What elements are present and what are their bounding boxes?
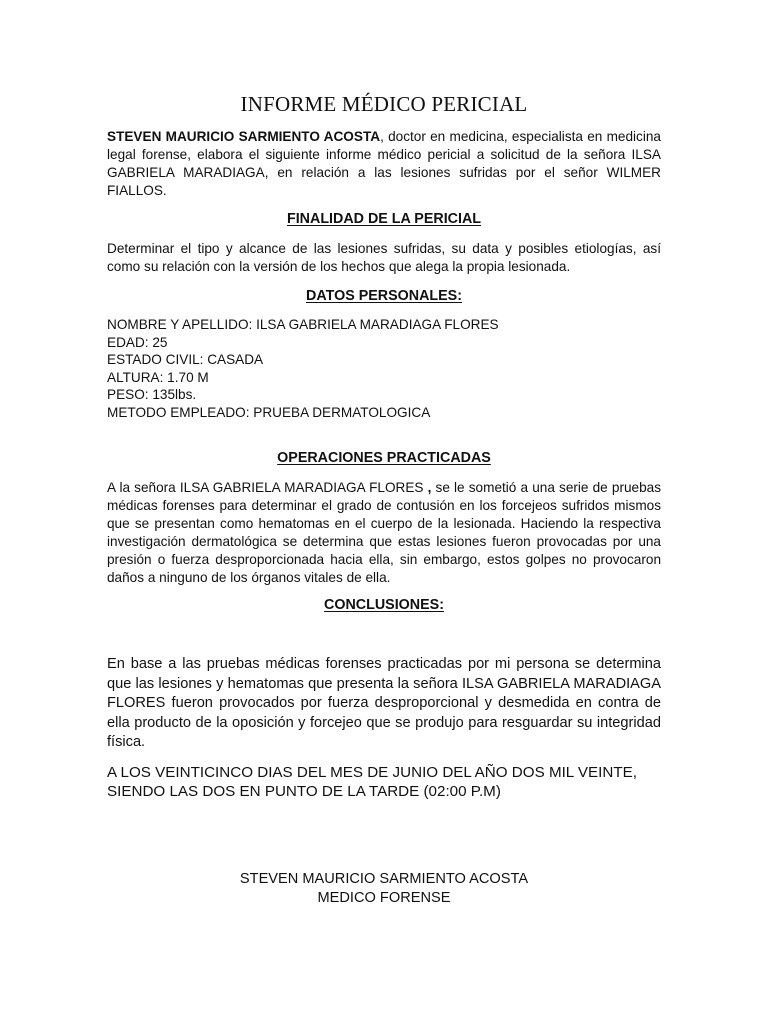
list-item-weight: PESO: 135lbs. <box>107 387 197 403</box>
finalidad-heading: FINALIDAD DE LA PERICIAL <box>286 211 482 227</box>
operaciones-paragraph <box>107 479 661 587</box>
finalidad-paragraph: Determinar el tipo y alcance de las lesiones sufridas, su data y posibles etiologías, así como su relación con la versión de los hechos que alega la propia lesionada. <box>107 241 661 274</box>
list-item-civil-status: ESTADO CIVIL: CASADA <box>107 352 264 368</box>
operaciones-text-start: A la señora ILSA GABRIELA MARADIAGA FLORES <box>107 480 428 495</box>
closing-date-statement: A LOS VEINTICINCO DIAS DEL MES DE JUNIO DEL AÑO DOS MIL VEINTE, SIENDO LAS DOS EN PUNTO DE LA TARDE (02:00 P.M) <box>107 764 637 800</box>
personal-data-list <box>107 316 661 422</box>
list-item-method: METODO EMPLEADO: PRUEBA DERMATOLOGICA <box>107 404 431 420</box>
intro-paragraph <box>107 128 661 200</box>
signature-role: MEDICO FORENSE <box>317 890 451 906</box>
conclusiones-heading: CONCLUSIONES: <box>324 597 444 613</box>
list-item-age: EDAD: 25 <box>107 334 168 350</box>
datos-personales-heading: DATOS PERSONALES: <box>306 288 462 304</box>
list-item-height: ALTURA: 1.70 M <box>107 369 209 385</box>
document-title: INFORME MÉDICO PERICIAL <box>240 92 528 116</box>
author-name: STEVEN MAURICIO SARMIENTO ACOSTA <box>107 129 381 144</box>
conclusiones-paragraph: En base a las pruebas médicas forenses practicadas por mi persona se determina que las lesiones y hematomas que presenta la señora ILSA GABRIELA MARADIAGA FLORES fueron provocados por fuerza desproporcional y desmedida en contra de ella producto de la oposición y forcejeo que se produjo para resguardar su integridad física. <box>107 656 661 750</box>
operaciones-text-end: se le sometió a una serie de pruebas médicas forenses para determinar el grado de contusión en los forcejeos sufridos mismos que se presentan como hematomas en el cuerpo de la lesionada. Haciendo la respectiva investigación dermatológica se determina que estas lesiones fueron provocadas por una presión o fuerza desproporcionada hacia ella, sin embargo, estos golpes no provocaron daños a ninguno de los órganos vitales de ella. <box>107 480 662 585</box>
intro-text: , doctor en medicina, especialista en medicina legal forense, elabora el siguiente informe médico pericial a solicitud de la señora ILSA GABRIELA MARADIAGA, en relación a las lesiones sufridas por el señor WILMER FIALLOS. <box>107 129 661 198</box>
list-item-name: NOMBRE Y APELLIDO: ILSA GABRIELA MARADIAGA FLORES <box>107 317 499 332</box>
signature-block <box>107 870 661 908</box>
operaciones-bold-comma: , <box>427 480 432 495</box>
signature-name: STEVEN MAURICIO SARMIENTO ACOSTA <box>239 871 529 887</box>
operaciones-heading: OPERACIONES PRACTICADAS <box>277 450 491 466</box>
